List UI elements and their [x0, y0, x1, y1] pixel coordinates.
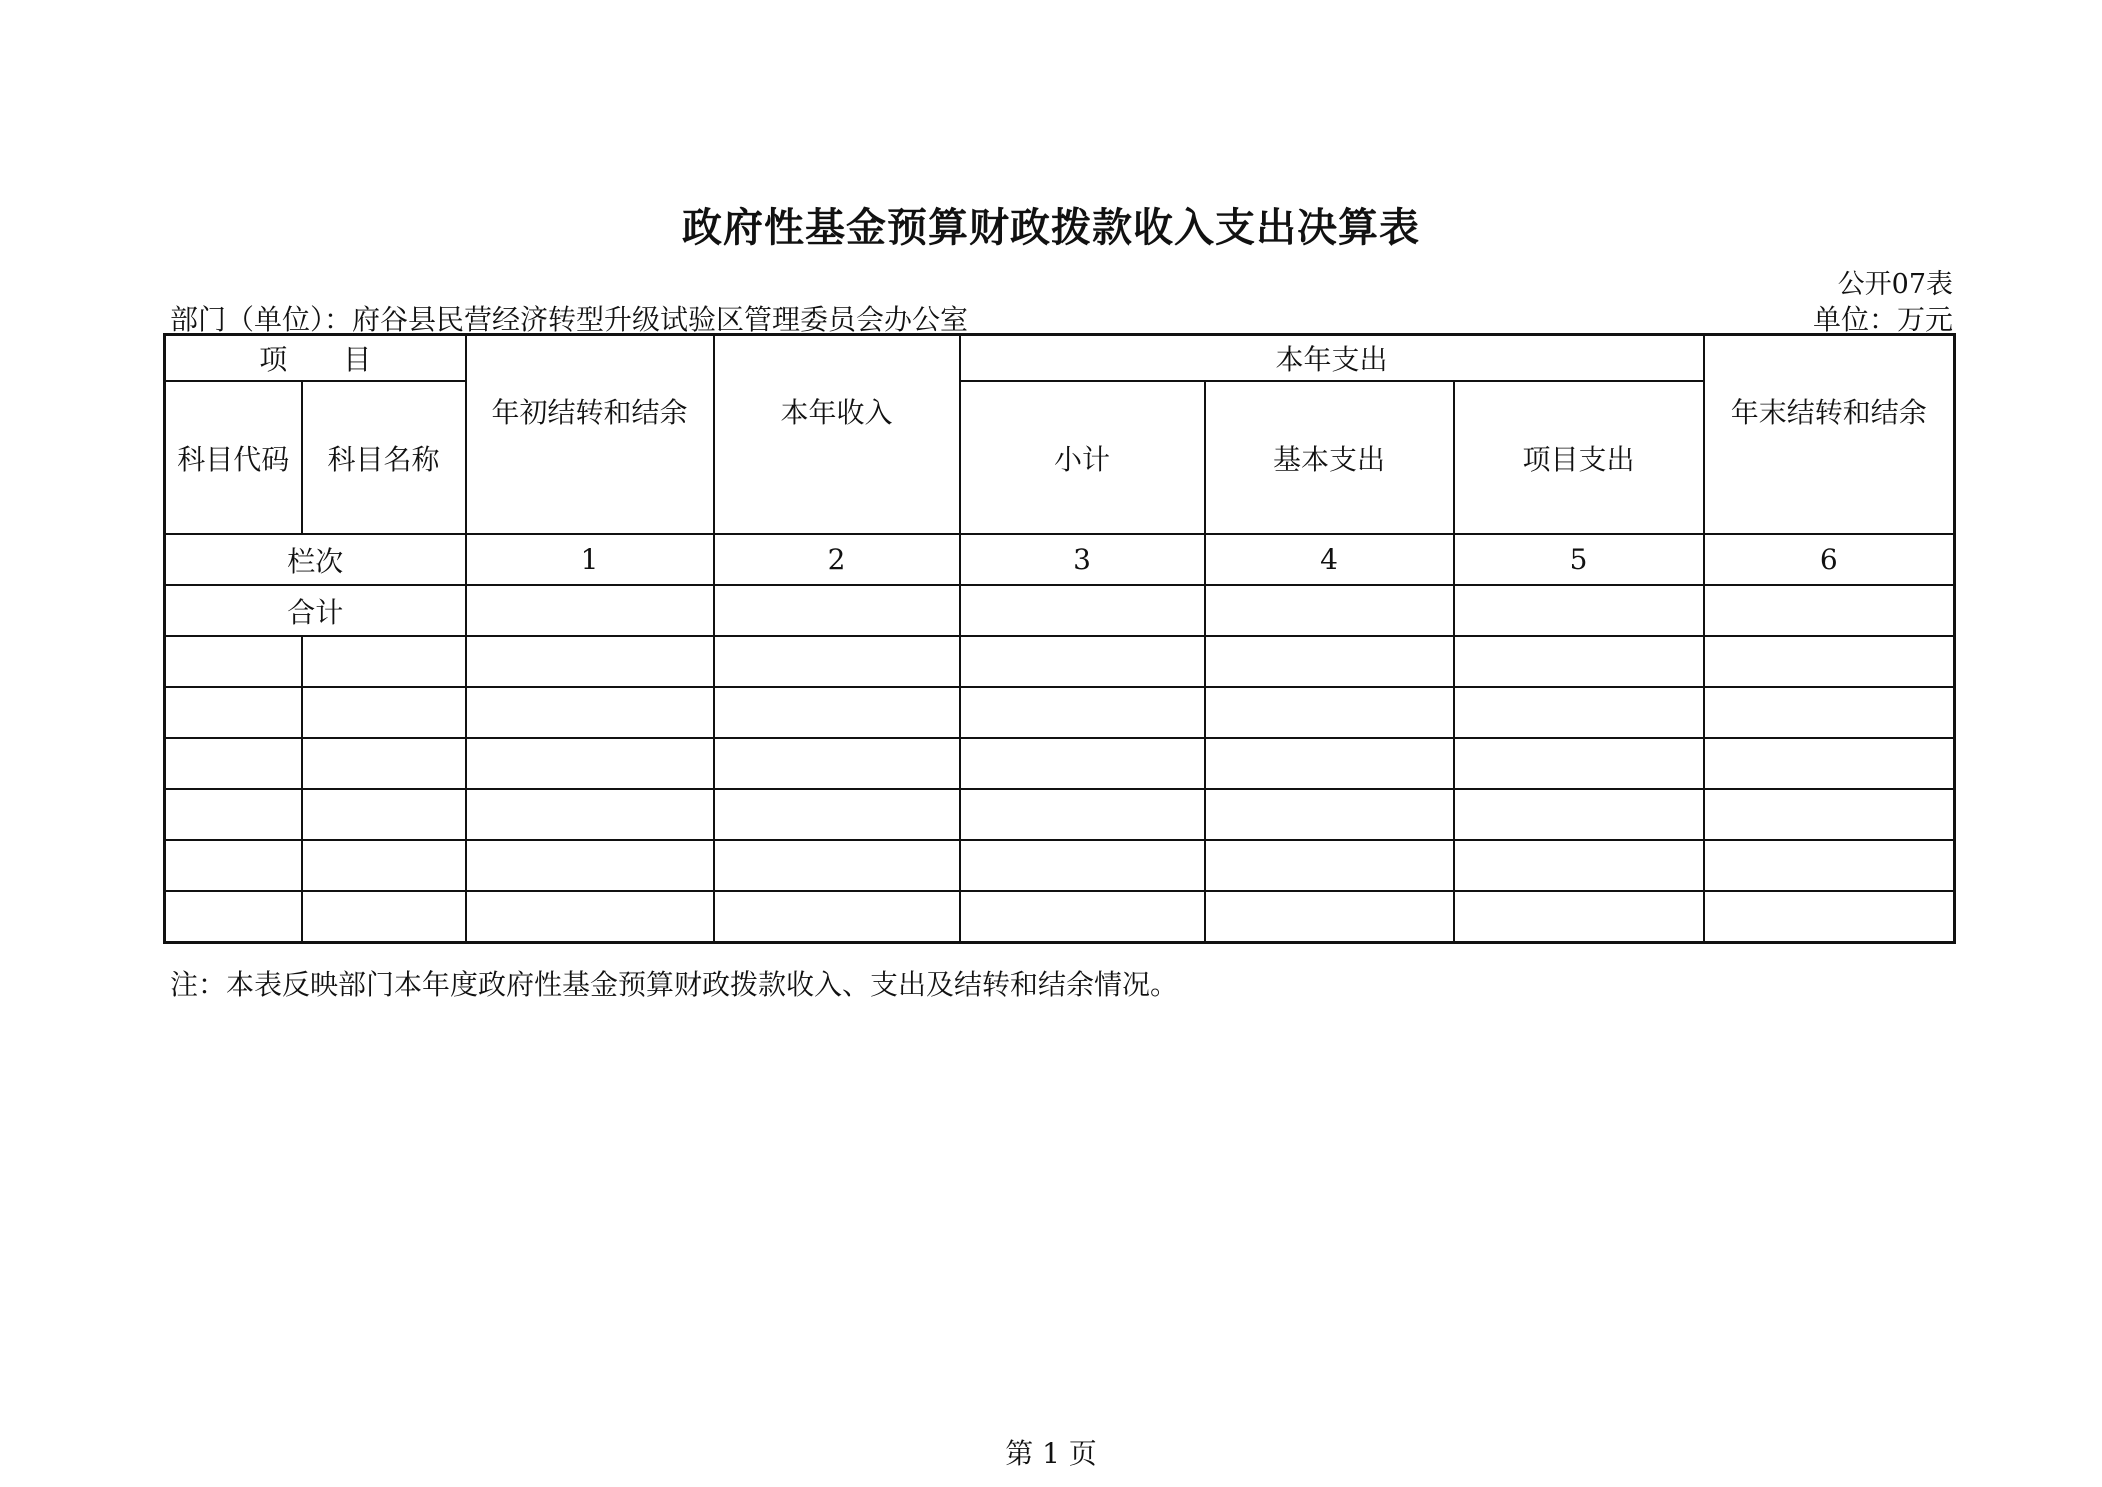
table-cell [302, 636, 466, 687]
header-income-text: 本年收入 [780, 395, 893, 429]
table-cell [466, 891, 714, 943]
table-cell [1704, 840, 1955, 891]
header-project: 项 目 [165, 335, 466, 382]
header-project-expenditure: 项目支出 [1454, 381, 1704, 534]
page-number: 第 1 页 [1005, 1437, 1097, 1470]
header-closing-balance [1704, 335, 1955, 535]
table-row [165, 840, 1955, 891]
column-number-4: 4 [1205, 534, 1454, 585]
header-closing-balance-text: 年末结转和结余 [1730, 395, 1927, 429]
table-cell [165, 789, 302, 840]
table-cell [466, 687, 714, 738]
table-cell [1704, 738, 1955, 789]
table-cell [1454, 585, 1704, 636]
table-cell [1454, 789, 1704, 840]
table-cell [165, 738, 302, 789]
column-index-row [165, 534, 1955, 585]
table-cell [1205, 585, 1454, 636]
header-expenditure: 本年支出 [960, 335, 1704, 382]
table-cell [466, 585, 714, 636]
budget-table [163, 333, 1956, 944]
table-cell [165, 891, 302, 943]
table-cell [960, 687, 1205, 738]
table-cell [1704, 891, 1955, 943]
table-cell [1704, 585, 1955, 636]
table-cell [960, 636, 1205, 687]
header-opening-balance-text: 年初结转和结余 [491, 395, 688, 429]
table-cell [714, 789, 960, 840]
table-cell [466, 738, 714, 789]
header-subtotal: 小计 [960, 381, 1205, 534]
table-cell [1454, 687, 1704, 738]
footnote: 注：本表反映部门本年度政府性基金预算财政拨款收入、支出及结转和结余情况。 [170, 968, 1179, 1001]
total-row [165, 585, 1955, 636]
table-cell [1704, 789, 1955, 840]
form-code: 公开07表 [1837, 269, 1953, 300]
table-row [165, 891, 1955, 943]
column-number-3: 3 [960, 534, 1205, 585]
table-cell [714, 687, 960, 738]
page-title: 政府性基金预算财政拨款收入支出决算表 [682, 204, 1420, 251]
table-cell [1205, 840, 1454, 891]
table-cell [960, 789, 1205, 840]
total-label: 合计 [165, 585, 466, 636]
table-cell [714, 891, 960, 943]
table-cell [1205, 636, 1454, 687]
header-subject-name: 科目名称 [302, 381, 466, 534]
table-cell [960, 840, 1205, 891]
table-row [165, 636, 1955, 687]
column-number-1: 1 [466, 534, 714, 585]
table-cell [714, 636, 960, 687]
table-cell [960, 891, 1205, 943]
table-cell [466, 636, 714, 687]
table-row [165, 789, 1955, 840]
header-opening-balance [466, 335, 714, 535]
column-number-5: 5 [1454, 534, 1704, 585]
table-cell [1454, 636, 1704, 687]
table-row [165, 738, 1955, 789]
table-cell [466, 840, 714, 891]
table-cell [165, 687, 302, 738]
table-cell [1205, 789, 1454, 840]
department-label: 部门（单位）：府谷县民营经济转型升级试验区管理委员会办公室 [170, 303, 969, 336]
table-cell [302, 840, 466, 891]
table-cell [960, 585, 1205, 636]
table-cell [466, 789, 714, 840]
column-number-6: 6 [1704, 534, 1955, 585]
table-cell [302, 891, 466, 943]
table-cell [1704, 636, 1955, 687]
column-number-2: 2 [714, 534, 960, 585]
table-cell [1454, 891, 1704, 943]
table-cell [714, 585, 960, 636]
table-cell [302, 789, 466, 840]
table-cell [165, 840, 302, 891]
column-index-label: 栏次 [165, 534, 466, 585]
header-basic-expenditure: 基本支出 [1205, 381, 1454, 534]
header-income [714, 335, 960, 535]
table-cell [1205, 738, 1454, 789]
table-cell [714, 840, 960, 891]
table-cell [960, 738, 1205, 789]
table-cell [1454, 840, 1704, 891]
unit-label: 单位：万元 [1812, 303, 1953, 336]
table-cell [1205, 687, 1454, 738]
table-cell [1454, 738, 1704, 789]
table-cell [302, 738, 466, 789]
table-cell [1205, 891, 1454, 943]
table-cell [714, 738, 960, 789]
table-cell [302, 687, 466, 738]
table-cell [1704, 687, 1955, 738]
header-subject-code: 科目代码 [165, 381, 302, 534]
table-cell [165, 636, 302, 687]
table-row [165, 687, 1955, 738]
